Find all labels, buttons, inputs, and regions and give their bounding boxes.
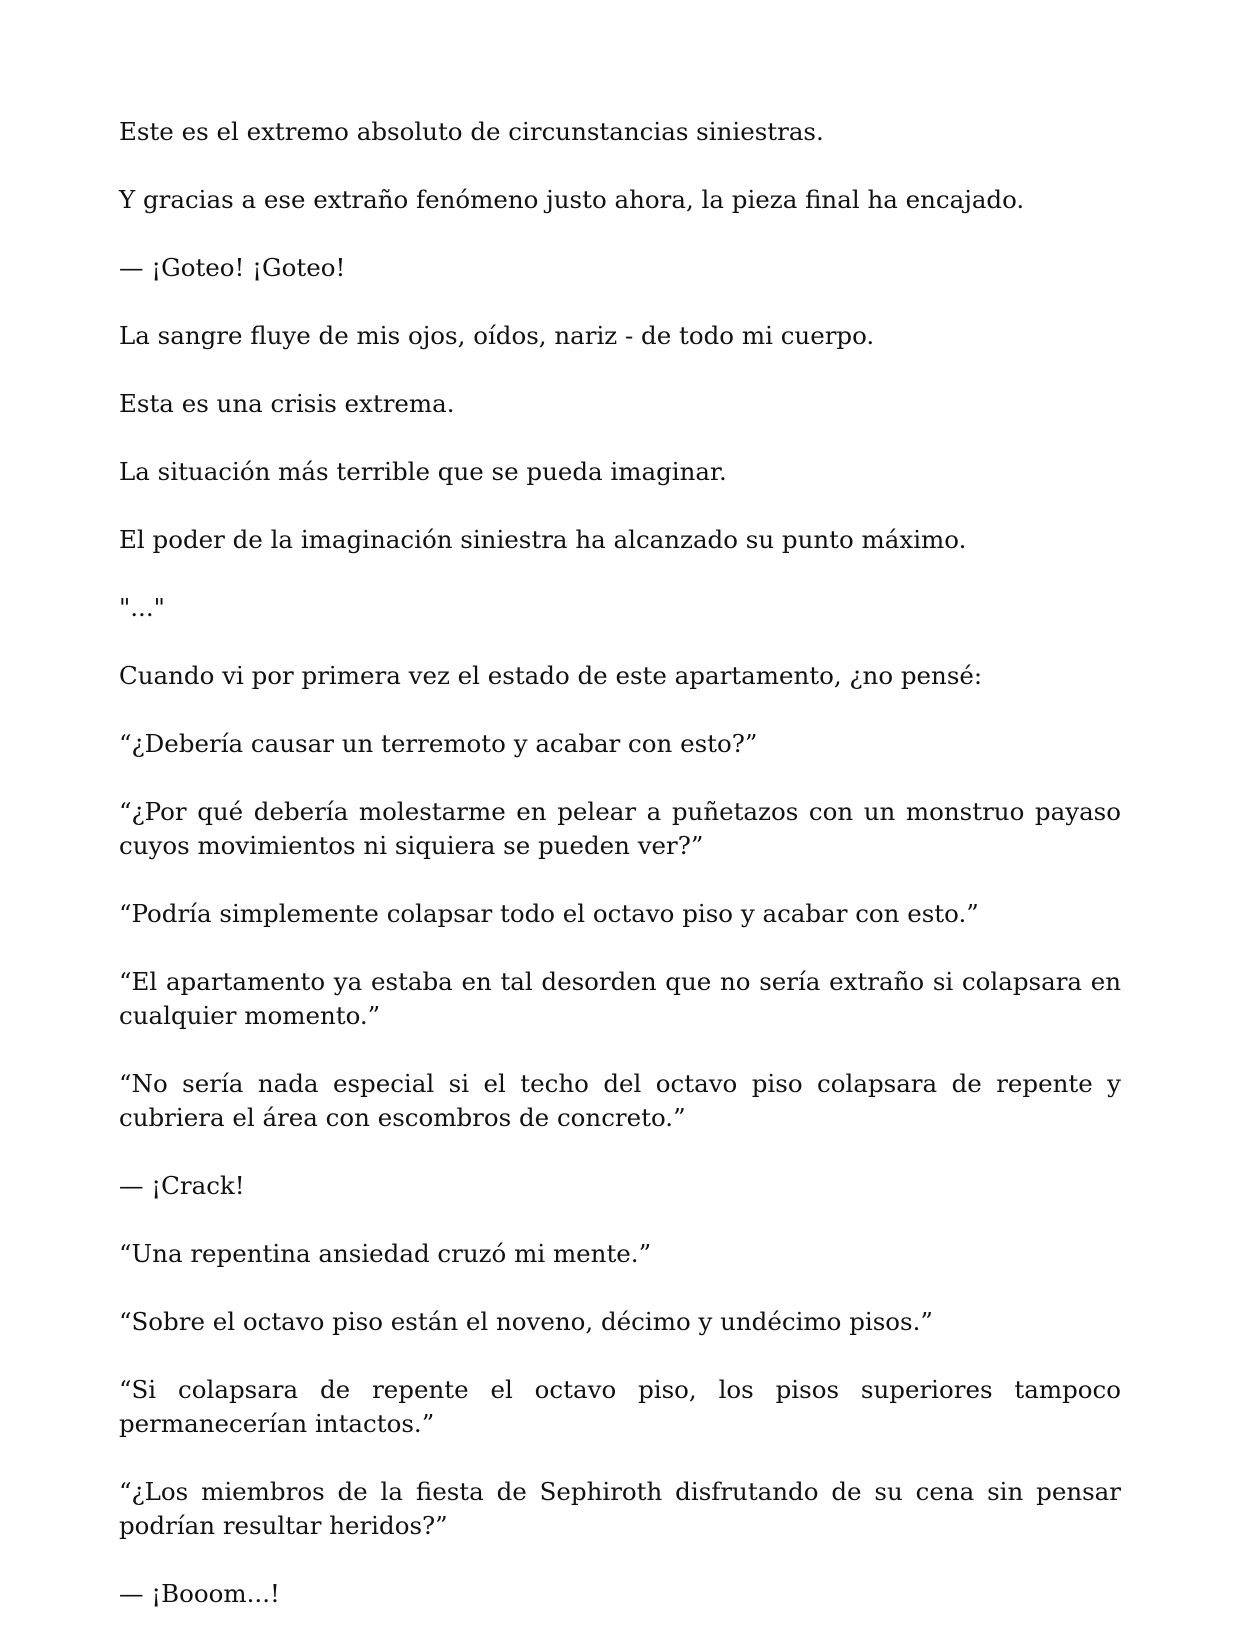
body-text — [119, 115, 1121, 1645]
paragraph: — ¡Goteo! ¡Goteo! — [119, 253, 346, 282]
paragraph: “No sería nada especial si el techo del octavo piso colapsara de repente y cubriera el área con escombros de concreto.” — [119, 1069, 1121, 1132]
paragraph: La sangre fluye de mis ojos, oídos, nariz - de todo mi cuerpo. — [119, 321, 875, 350]
paragraph: — ¡Booom...! — [119, 1579, 280, 1608]
paragraph: “Si colapsara de repente el octavo piso, los pisos superiores tampoco permanecerían intactos.” — [119, 1375, 1121, 1438]
paragraph: El poder de la imaginación siniestra ha alcanzado su punto máximo. — [119, 525, 967, 554]
paragraph: — ¡Crack! — [119, 1171, 245, 1200]
paragraph: Esta es una crisis extrema. — [119, 389, 455, 418]
paragraph: “Una repentina ansiedad cruzó mi mente.” — [119, 1239, 652, 1268]
paragraph: “¿Por qué debería molestarme en pelear a puñetazos con un monstruo payaso cuyos movimientos ni siquiera se pueden ver?” — [119, 797, 1121, 860]
paragraph: “¿Los miembros de la fiesta de Sephiroth disfrutando de su cena sin pensar podrían resultar heridos?” — [119, 1477, 1121, 1540]
paragraph: “Sobre el octavo piso están el noveno, décimo y undécimo pisos.” — [119, 1307, 933, 1336]
paragraph: “Podría simplemente colapsar todo el octavo piso y acabar con esto.” — [119, 899, 979, 928]
paragraph: “El apartamento ya estaba en tal desorden que no sería extraño si colapsara en cualquier momento.” — [119, 967, 1121, 1030]
paragraph: Y gracias a ese extraño fenómeno justo ahora, la pieza final ha encajado. — [119, 185, 1025, 214]
paragraph: “¿Debería causar un terremoto y acabar con esto?” — [119, 729, 758, 758]
paragraph: Cuando vi por primera vez el estado de este apartamento, ¿no pensé: — [119, 661, 983, 690]
paragraph: "..." — [119, 593, 165, 622]
paragraph: La situación más terrible que se pueda imaginar. — [119, 457, 727, 486]
paragraph: Este es el extremo absoluto de circunstancias siniestras. — [119, 117, 824, 146]
